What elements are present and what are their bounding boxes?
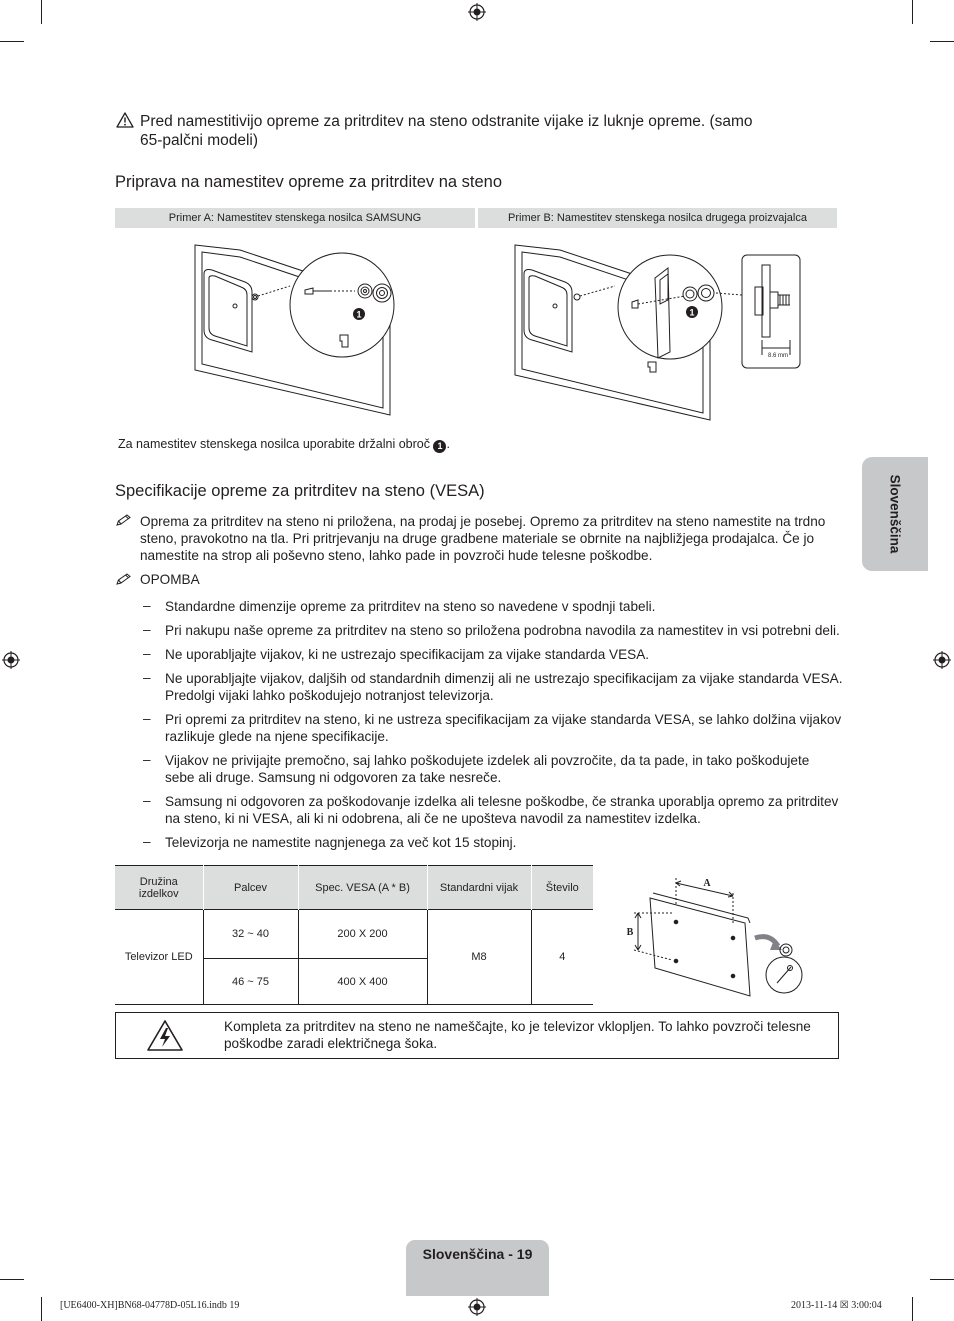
crop-mark bbox=[0, 1279, 24, 1280]
crop-mark bbox=[41, 1297, 42, 1321]
table-header-cell: Spec. VESA (A * B) bbox=[298, 866, 427, 910]
list-item bbox=[165, 670, 845, 704]
dash-bullet: – bbox=[143, 646, 151, 661]
crop-mark bbox=[0, 41, 24, 42]
table-cell-family: Televizor LED bbox=[124, 951, 193, 963]
table-cell-inches: 46 ~ 75 bbox=[203, 959, 298, 1005]
dimension-a-label: A bbox=[703, 878, 711, 889]
table-cell-screw: M8 bbox=[427, 910, 531, 1005]
list-item bbox=[165, 598, 845, 615]
list-item-line: Pri opremi za pritrditev na steno, ki ne ustreza specifikacijam za vijake standarda VESA, se lahko dolžina vijakov bbox=[165, 712, 842, 727]
note-text bbox=[140, 513, 850, 564]
callout-number: 1 bbox=[356, 309, 362, 320]
pencil-note-icon bbox=[116, 573, 132, 585]
table-cell-inches: 32 ~ 40 bbox=[203, 910, 298, 959]
note-line: steno, pravokotno na tla. Pri pritrjevanju na druge gradbene materiale se obrnite na najbližjega prodajalca. Če jo bbox=[140, 531, 815, 546]
warning-line: Pred namestitivijo opreme za pritrditev na steno odstranite vijake iz luknje opreme. (samo bbox=[140, 113, 753, 130]
warning-line: 65-palčni modeli) bbox=[140, 132, 259, 149]
caption-end: . bbox=[446, 437, 450, 451]
high-voltage-warning-icon bbox=[146, 1019, 184, 1052]
registration-mark-icon bbox=[2, 651, 20, 669]
pencil-note-icon bbox=[116, 514, 132, 526]
list-item-line: sebe ali druge. Samsung ni odgovoren za take nesreče. bbox=[165, 770, 502, 785]
header-line: Družina bbox=[139, 875, 178, 888]
table-cell-count: 4 bbox=[531, 910, 593, 1005]
section-heading: Specifikacije opreme za pritrditev na steno (VESA) bbox=[115, 482, 485, 500]
note-line: namestite na strop ali poševno steno, lahko pade in povzroči hude telesne poškodbe. bbox=[140, 548, 653, 563]
footer-timestamp: 2013-11-14 ☒ 3:00:04 bbox=[791, 1300, 882, 1311]
callout-number: 1 bbox=[689, 307, 695, 318]
crop-mark bbox=[912, 1297, 913, 1321]
warning-box-line: poškodbe zaradi električnega šoka. bbox=[224, 1036, 438, 1051]
dash-bullet: – bbox=[143, 598, 151, 613]
registration-mark-icon bbox=[933, 651, 951, 669]
list-item-line: razlikuje glede na njene specifikacije. bbox=[165, 729, 389, 744]
electric-warning-box bbox=[115, 1012, 839, 1059]
example-b-header: Primer B: Namestitev stenskega nosilca drugega proizvajalca bbox=[478, 208, 837, 228]
list-item-line: Ne uporabljajte vijakov, daljših od standardnih dimenzij ali ne ustrezajo specifikacijam za vijake standarda VESA. bbox=[165, 671, 843, 686]
registration-mark-icon bbox=[468, 3, 486, 21]
table-header-row bbox=[115, 866, 593, 910]
note-line: Oprema za pritrditev na steno ni priložena, na prodaj je posebej. Opremo za pritrditev na steno namestite na trdno bbox=[140, 514, 826, 529]
table-header-cell: Palcev bbox=[203, 866, 298, 910]
warning-box-line: Kompleta za pritrditev na steno ne nameščajte, ko je televizor vklopljen. To lahko povzroči telesne bbox=[224, 1019, 811, 1034]
list-item-line: Televizorja ne namestite nagnjenega za več kot 15 stopinj. bbox=[165, 835, 517, 850]
list-item-line: Standardne dimenzije opreme za pritrditev na steno so navedene v spodnji tabeli. bbox=[165, 599, 656, 614]
other-bracket-illustration bbox=[510, 240, 805, 425]
dash-bullet: – bbox=[143, 834, 151, 849]
vesa-dimensions-diagram bbox=[620, 868, 815, 1008]
samsung-bracket-illustration bbox=[190, 240, 405, 420]
vesa-spec-table bbox=[115, 865, 593, 1005]
list-item-line: Ne uporabljajte vijakov, ki ne ustrezajo specifikacijam za vijake standarda VESA. bbox=[165, 647, 650, 662]
header-line: izdelkov bbox=[138, 887, 179, 900]
registration-mark-icon bbox=[468, 1298, 486, 1316]
warning-triangle-icon bbox=[116, 112, 134, 128]
table-row bbox=[115, 910, 593, 959]
table-header-cell: Število bbox=[531, 866, 593, 910]
dash-bullet: – bbox=[143, 793, 151, 808]
table-cell-vesa: 400 X 400 bbox=[298, 959, 427, 1005]
footer-file-info: [UE6400-XH]BN68-04778D-05L16.indb 19 bbox=[60, 1300, 240, 1311]
list-item bbox=[165, 646, 845, 663]
dimension-label: 8.6 mm bbox=[767, 353, 789, 359]
list-item bbox=[165, 622, 845, 639]
table-bottom-rule bbox=[115, 1005, 593, 1006]
list-item bbox=[165, 834, 845, 851]
list-item bbox=[165, 752, 845, 786]
dash-bullet: – bbox=[143, 622, 151, 637]
crop-mark bbox=[930, 41, 954, 42]
callout-number: 1 bbox=[433, 440, 446, 453]
language-side-label: Slovenščina bbox=[887, 474, 903, 554]
warning-text bbox=[140, 112, 840, 150]
section-heading: Priprava na namestitev opreme za pritrditev na steno bbox=[115, 173, 503, 191]
list-item bbox=[165, 711, 845, 745]
table-header-cell bbox=[115, 866, 203, 910]
crop-mark bbox=[912, 0, 913, 24]
caption-text: Za namestitev stenskega nosilca uporabite držalni obroč bbox=[118, 437, 430, 451]
list-item bbox=[165, 793, 845, 827]
example-a-header: Primer A: Namestitev stenskega nosilca SAMSUNG bbox=[115, 208, 475, 228]
list-item-line: Predolgi vijaki lahko poškodujejo notranjost televizorja. bbox=[165, 688, 494, 703]
note-label: OPOMBA bbox=[140, 572, 200, 587]
dimension-b-label: B bbox=[626, 927, 634, 938]
list-item-line: na steno, ki ni VESA, ali ki ni odobrena, ali če ne upošteva navodil za namestitev izdelka. bbox=[165, 811, 701, 826]
crop-mark bbox=[930, 1279, 954, 1280]
list-item-line: Vijakov ne privijajte premočno, saj lahko poškodujete izdelek ali povzročite, da ta pade, in tako poškodujete bbox=[165, 753, 810, 768]
warning-box-text bbox=[224, 1018, 829, 1052]
dash-bullet: – bbox=[143, 752, 151, 767]
crop-mark bbox=[41, 0, 42, 24]
dash-bullet: – bbox=[143, 711, 151, 726]
list-item-line: Samsung ni odgovoren za poškodovanje izdelka ali telesne poškodbe, če stranka uporablja opremo za pritrditev bbox=[165, 794, 839, 809]
page-number: Slovenščina - 19 bbox=[422, 1246, 533, 1262]
illustration-caption bbox=[118, 437, 450, 453]
table-header-cell: Standardni vijak bbox=[427, 866, 531, 910]
table-cell-vesa: 200 X 200 bbox=[298, 910, 427, 959]
dash-bullet: – bbox=[143, 670, 151, 685]
list-item-line: Pri nakupu naše opreme za pritrditev na steno so priložena podrobna navodila za namestitev in vsi potrebni deli. bbox=[165, 623, 840, 638]
